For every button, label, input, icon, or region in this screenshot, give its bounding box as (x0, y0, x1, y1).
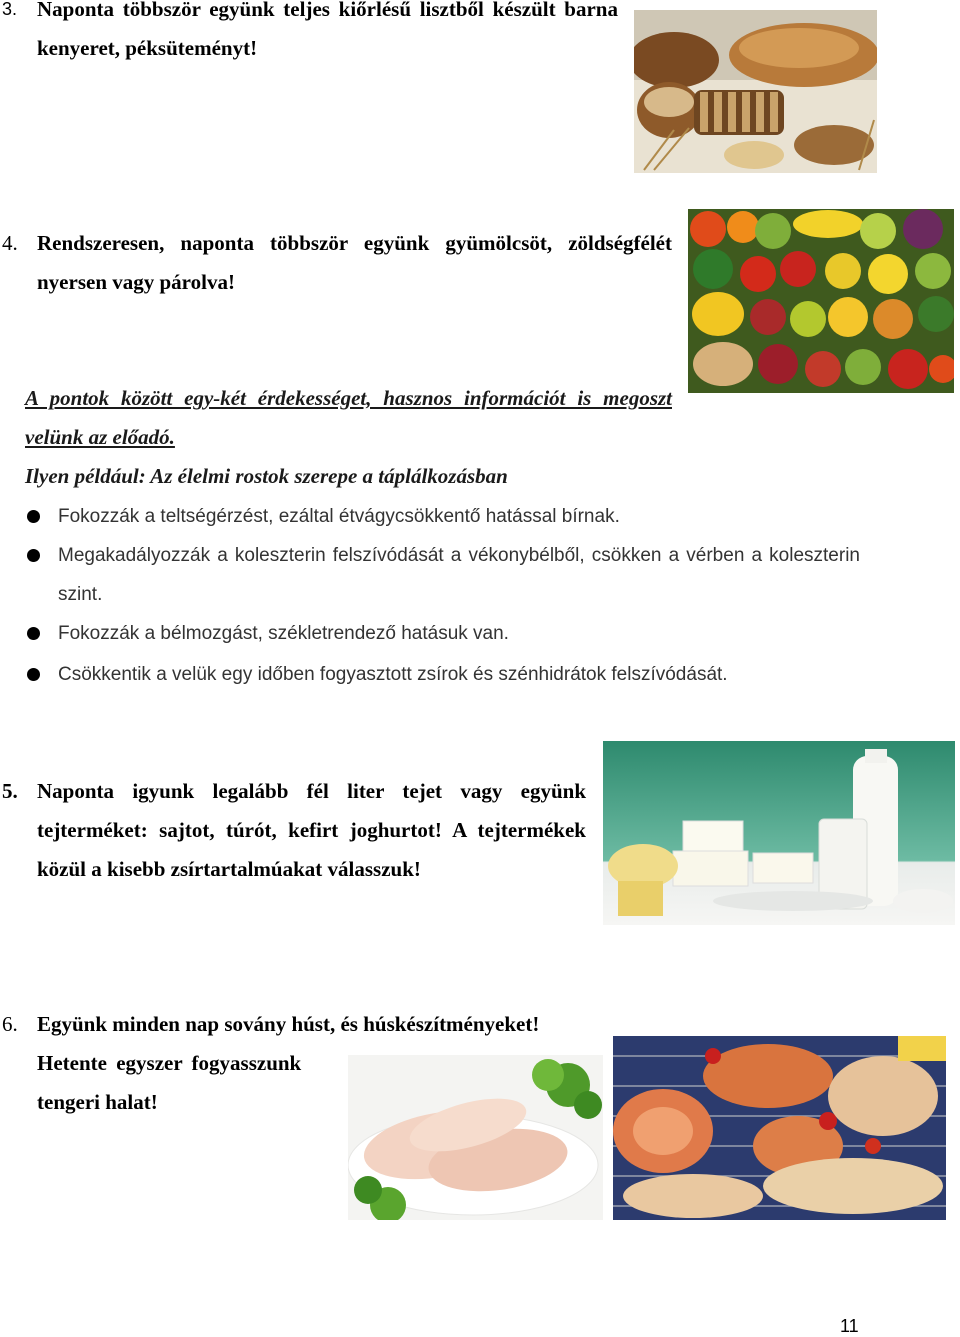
note-example-prefix: Ilyen például: (25, 464, 146, 488)
bullet-dot (27, 510, 40, 523)
item-6-line-3: tengeri halat! (37, 1090, 158, 1114)
page-number: 11 (840, 1316, 859, 1336)
bullet-3: Fokozzák a bélmozgást, székletrendező hatásuk van. (58, 623, 509, 644)
item-3 (2, 0, 618, 68)
note-intro: A pontok között egy-két érdekességet, hasznos információt is megoszt velünk az előadó. (25, 386, 672, 449)
bullet-4: Csökkentik a velük egy időben fogyasztott zsírok és szénhidrátok felszívódását. (58, 664, 728, 685)
dairy-photo (603, 741, 955, 925)
item-5-number: 5. (2, 779, 18, 803)
item-4-text: Rendszeresen, naponta többször együnk gyümölcsöt, zöldségfélét nyersen vagy párolva! (37, 231, 672, 294)
fruits-vegetables-photo (688, 209, 954, 393)
grilled-fish-photo (613, 1036, 946, 1220)
item-6-line-2: Hetente egyszer fogyasszunk (37, 1051, 302, 1075)
chicken-breast-photo (348, 1055, 603, 1220)
item-5-text: Naponta igyunk legalább fél liter tejet vagy együnk tejterméket: sajtot, túrót, kefirt joghurtot! A tejtermékek közül a kisebb zsírtartalmúakat válasszuk! (37, 779, 586, 881)
item-4 (2, 224, 672, 302)
item-3-text: Naponta többször együnk teljes kiőrlésű lisztből készült barna kenyeret, péksüteményt! (37, 0, 618, 60)
item-4-number: 4. (2, 231, 18, 255)
note-example (25, 457, 725, 496)
bullet-2: Megakadályozzák a koleszterin felszívódását a vékonybélből, csökken a vérben a koleszterin szint. (58, 545, 860, 605)
bullet-dot (27, 549, 40, 562)
item-6-number: 6. (2, 1012, 18, 1036)
bullet-dot (27, 627, 40, 640)
item-5 (2, 772, 586, 889)
item-3-number: 3. (2, 0, 18, 19)
bullet-1: Fokozzák a teltségérzést, ezáltal étvágycsökkentő hatással bírnak. (58, 506, 620, 527)
bullet-dot (27, 668, 40, 681)
bread-photo (634, 10, 877, 173)
note-example-title: Az élelmi rostok szerepe a táplálkozásban (150, 464, 508, 488)
item-6-line-1: Együnk minden nap sovány húst, és húskészítményeket! (37, 1012, 540, 1036)
